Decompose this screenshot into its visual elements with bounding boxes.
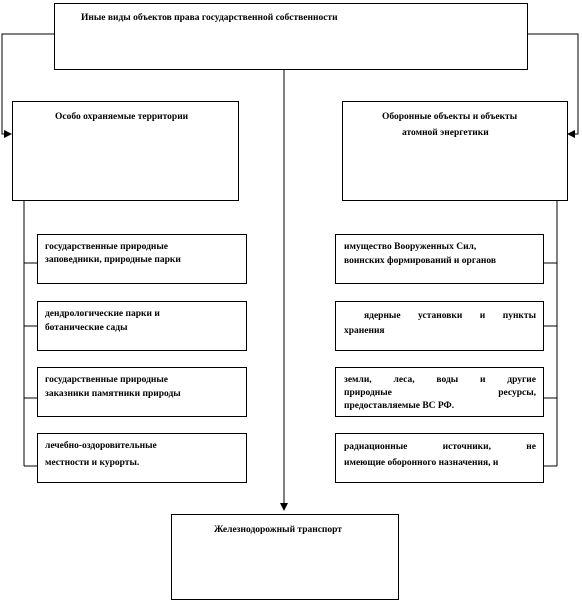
left-item-4-line2: местности и курорты. [45, 458, 140, 468]
left-item-2-line2: ботанические сады [45, 323, 128, 333]
bottom-title: Железнодорожный транспорт [214, 525, 342, 535]
right-item-2-line2: хранения [344, 326, 385, 336]
right-item-3-line2: природные ресурсы, [344, 388, 536, 398]
left-item-3-line2: заказники памятники природы [45, 389, 181, 399]
right-item-4-line2: имеющие оборонного назначения, и [344, 458, 499, 468]
left-item-2-line1: дендрологические парки и [45, 309, 160, 319]
right-group-title-line2: атомной энергетики [402, 128, 489, 138]
right-item-3 [335, 367, 544, 417]
left-item-3 [37, 367, 247, 417]
left-group-box [12, 101, 239, 201]
right-item-1-line1: имущество Вооруженных Сил, [344, 242, 477, 252]
right-item-4 [335, 433, 544, 483]
right-item-1 [335, 234, 544, 284]
right-group-title-line1: Оборонные объекты и объекты [382, 112, 518, 122]
left-item-4 [37, 433, 247, 483]
right-item-3-line3: предоставляемые ВС РФ. [344, 401, 455, 411]
right-item-4-line1: радиационные источники, не [344, 442, 536, 452]
right-item-2-line1: ядерные установки и пункты [364, 311, 536, 321]
right-item-3-line1: земли, леса, воды и другие [344, 375, 536, 385]
left-item-1-line2: заповедники, природные парки [45, 255, 181, 265]
right-item-1-line2: воинских формирований и органов [344, 256, 496, 266]
left-item-1 [37, 234, 247, 284]
bottom-box [171, 514, 399, 600]
left-item-3-line1: государственные природные [45, 375, 168, 385]
right-group-box [342, 101, 568, 201]
root-title: Иные виды объектов права государственной собственности [81, 13, 338, 23]
left-item-1-line1: государственные природные [45, 242, 168, 252]
root-box [54, 3, 528, 70]
right-item-2 [335, 301, 544, 351]
left-group-title: Особо охраняемые территории [55, 112, 189, 122]
left-item-4-line1: лечебно-оздоровительные [45, 441, 157, 451]
left-item-2 [37, 301, 247, 351]
